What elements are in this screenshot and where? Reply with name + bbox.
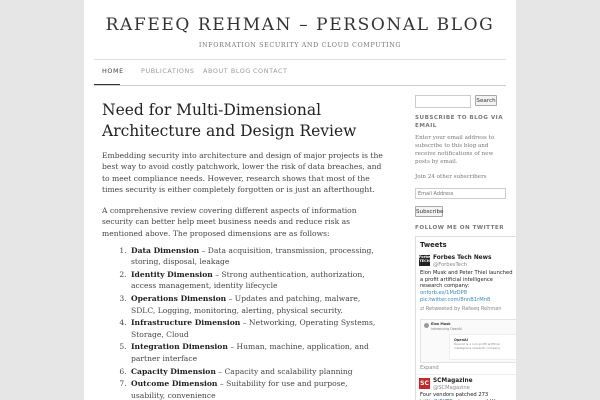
dimension-desc: – Strong authentication, authorization, access management, identity lifecycle (131, 270, 365, 291)
dimension-list (102, 245, 383, 400)
dimension-name: Operations Dimension (131, 294, 227, 304)
nav-home[interactable]: HOME (102, 67, 124, 75)
list-item (129, 269, 383, 292)
post-paragraph: A comprehensive review covering different aspects of information security can better help meet business needs and reduce risk as mentioned above. The proposed dimensions are as follows: (102, 206, 357, 238)
dimension-desc: – Capacity and scalability planning (215, 366, 353, 376)
card-site: OpenAI (454, 338, 468, 342)
tweet-text: Elon Musk and Peter Thiel launched a profit artificial intelligence research company: (420, 270, 513, 290)
tweet-media-link[interactable]: pic.twitter.com/8nnB1rMn8 (420, 297, 491, 303)
dimension-desc: – Updates and patching, malware, SDLC, Logging, monitoring, alerting, physical security. (131, 294, 361, 315)
dimension-name: Data Dimension (131, 246, 200, 256)
list-item (129, 317, 383, 340)
site-description: INFORMATION SECURITY AND CLOUD COMPUTING (198, 41, 402, 49)
dimension-name: Integration Dimension (131, 342, 228, 352)
dimension-desc: – Suitability for use and purpose, usability, convenience (131, 379, 348, 400)
dimension-name: Capacity Dimension (131, 366, 216, 376)
card-caption: OpenAI is a non-profit artificial intelligence research company (454, 342, 501, 350)
card-preview (449, 334, 516, 360)
list-item (129, 293, 383, 316)
dimension-desc: – Data acquisition, transmission, processing, storing, disposal, leakage (131, 246, 374, 267)
forbes-avatar[interactable]: Forbes TECH (419, 255, 430, 266)
dimension-name: Infrastructure Dimension (131, 318, 241, 328)
main-navigation (94, 59, 506, 86)
tweet-divider (416, 374, 516, 375)
twitter-timeline[interactable] (415, 236, 516, 400)
list-item (129, 245, 383, 268)
subscribe-widget-title: SUBSCRIBE TO BLOG VIA EMAIL (415, 115, 504, 129)
nav-contact[interactable]: CONTACT (253, 67, 288, 75)
list-item (129, 378, 383, 400)
email-field[interactable] (415, 188, 506, 199)
dimension-desc: – Human, machine, application, and partner interface (131, 342, 369, 363)
tweet-media-card[interactable] (420, 319, 516, 363)
tweet-author-name[interactable]: Forbes Tech News (433, 255, 492, 261)
search-input[interactable] (415, 95, 471, 108)
scmagazine-avatar[interactable]: SC (420, 380, 429, 387)
post-content (102, 150, 383, 400)
tweet-link[interactable]: onforb.es/1MzDP8 (420, 290, 468, 296)
card-avatar (424, 323, 429, 328)
tweet-text: Four vendors patched 273 (420, 392, 489, 398)
subscribe-description: Enter your email address to subscribe to this blog and receive notifications of new posts by email. (415, 135, 495, 165)
twitter-widget-title: FOLLOW ME ON TWITTER (415, 225, 505, 231)
nav-publications[interactable]: PUBLICATIONS (141, 67, 195, 75)
active-nav-indicator (94, 84, 120, 85)
retweet-label: ⇄ Retweeted by Rafeeq Rehman (420, 306, 502, 312)
page (84, 0, 516, 400)
tweets-heading: Tweets (420, 241, 447, 249)
nav-about-blog[interactable]: ABOUT BLOG (203, 67, 251, 75)
search-button[interactable]: Search (475, 95, 497, 106)
expand-link[interactable]: Expand (420, 365, 439, 371)
card-snippet: Introducing OpenAI (431, 327, 462, 331)
subscriber-count: Join 24 other subscribers (415, 174, 487, 180)
tweet-author-handle[interactable]: @ForbesTech (433, 262, 468, 268)
dimension-desc: – Networking, Operating Systems, Storage, Cloud (131, 318, 376, 339)
list-item (129, 366, 383, 377)
subscribe-button[interactable]: Subscribe (415, 206, 443, 217)
tweet-author-handle[interactable]: @SCMagazine (433, 385, 470, 391)
site-title[interactable]: RAFEEQ REHMAN – PERSONAL BLOG (105, 15, 495, 35)
post-title[interactable]: Need for Multi-Dimensional Architecture and Design Review (102, 101, 357, 140)
dimension-name: Outcome Dimension (131, 379, 218, 389)
list-item (129, 341, 383, 364)
dimension-name: Identity Dimension (131, 270, 213, 280)
tweet-author-name[interactable]: SCMagazine (433, 378, 473, 384)
card-author: Elon Musk (431, 322, 451, 326)
post-paragraph: Embedding security into architecture and design of major projects is the best way to avoid costly patchwork, lower the risk of data breaches, and to meet compliance needs. However, research shows that most of the times security is either completely forgotten or is just an afterthought. (102, 151, 383, 194)
